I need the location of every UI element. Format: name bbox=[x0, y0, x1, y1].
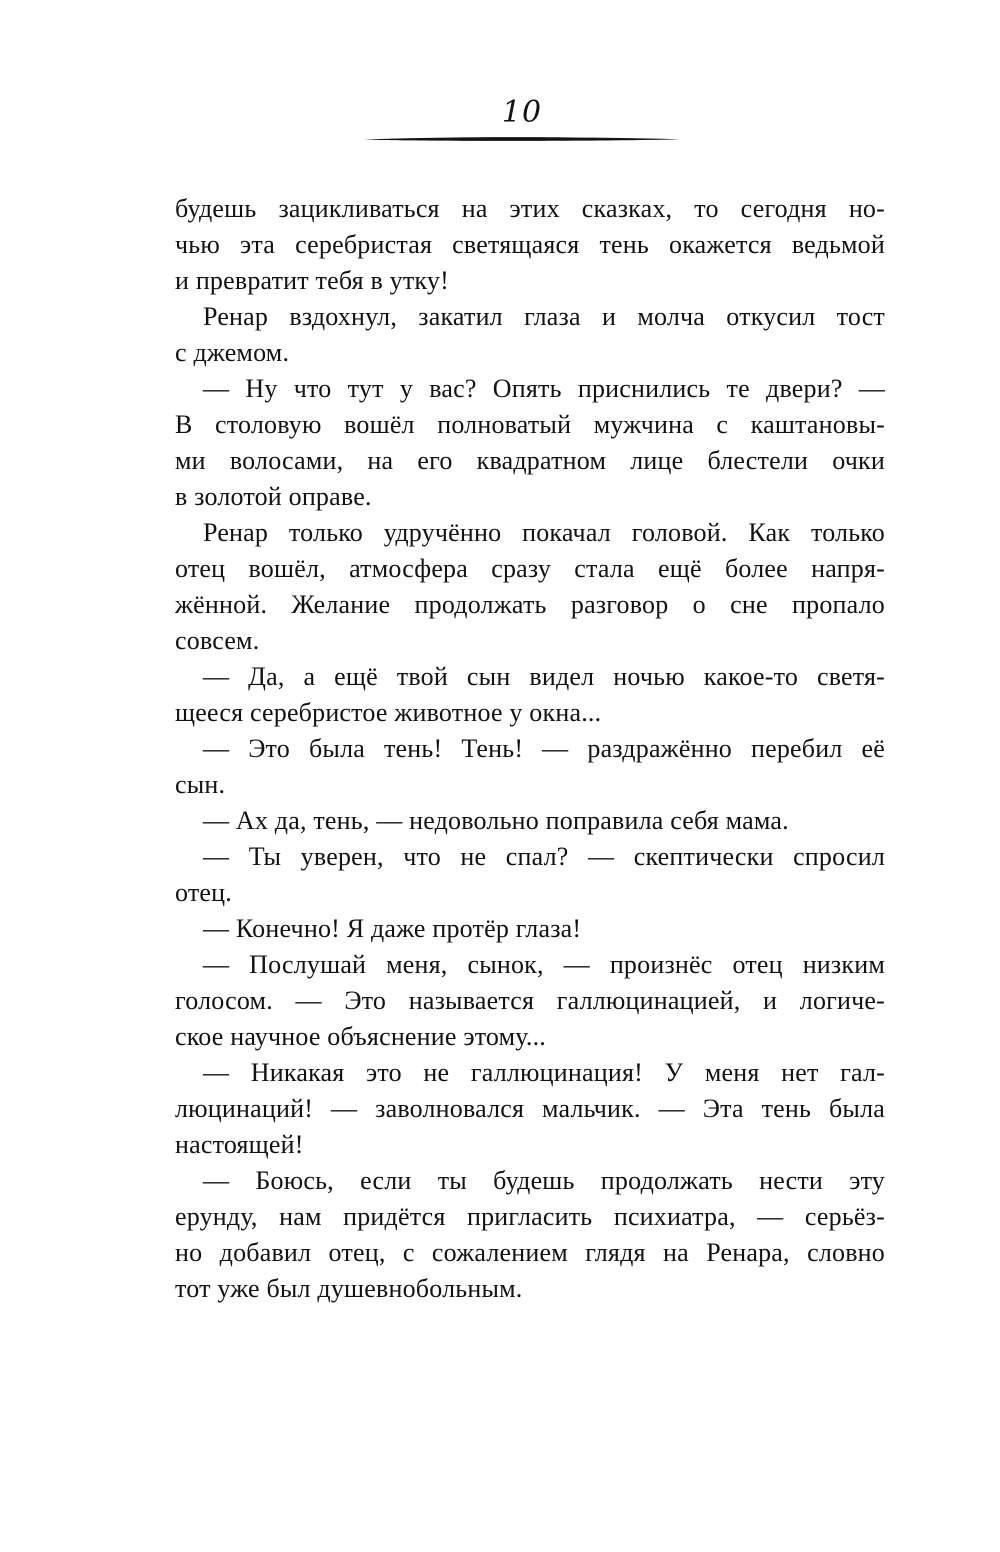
text-line: Ренар вздохнул, закатил глаза и молча откусил тост bbox=[203, 302, 885, 331]
text-line: щееся серебристое животное у окна... bbox=[175, 698, 602, 727]
paragraph bbox=[175, 299, 885, 371]
text-line: — Никакая это не галлюцинация! У меня нет гал- bbox=[203, 1058, 885, 1087]
header-divider-rule bbox=[363, 136, 681, 143]
page-text bbox=[175, 191, 885, 1307]
paragraph bbox=[175, 371, 885, 515]
text-line: ерунду, нам придётся пригласить психиатра, — серьёз- bbox=[175, 1202, 885, 1231]
text-line: но добавил отец, с сожалением глядя на Ренара, словно bbox=[175, 1238, 885, 1267]
text-line: — Ах да, тень, — недовольно поправила себя мама. bbox=[203, 806, 789, 835]
text-line: жённой. Желание продолжать разговор о сне пропало bbox=[175, 590, 885, 619]
text-line: сын. bbox=[175, 770, 226, 799]
paragraph bbox=[175, 1055, 885, 1163]
paragraph bbox=[175, 659, 885, 731]
paragraph bbox=[175, 947, 885, 1055]
text-line: — Послушай меня, сынок, — произнёс отец низким bbox=[203, 950, 885, 979]
text-line: отец. bbox=[175, 878, 232, 907]
paragraph bbox=[175, 803, 885, 839]
text-line: — Боюсь, если ты будешь продолжать нести эту bbox=[203, 1166, 885, 1195]
paragraph bbox=[175, 731, 885, 803]
text-line: — Это была тень! Тень! — раздражённо перебил её bbox=[203, 734, 885, 763]
paragraph bbox=[175, 1163, 885, 1307]
text-line: — Конечно! Я даже протёр глаза! bbox=[203, 914, 582, 943]
text-line: будешь зацикливаться на этих сказках, то сегодня но- bbox=[175, 194, 885, 223]
text-line: чью эта серебристая светящаяся тень окажется ведьмой bbox=[175, 230, 885, 259]
text-line: совсем. bbox=[175, 626, 260, 655]
text-line: в золотой оправе. bbox=[175, 482, 372, 511]
paragraph bbox=[175, 911, 885, 947]
text-line: В столовую вошёл полноватый мужчина с каштановы- bbox=[175, 410, 885, 439]
page-number: 10 bbox=[501, 95, 543, 130]
text-line: — Ты уверен, что не спал? — скептически спросил bbox=[203, 842, 885, 871]
text-line: — Да, а ещё твой сын видел ночью какое-то светя- bbox=[203, 662, 885, 691]
text-line: и превратит тебя в утку! bbox=[175, 266, 449, 295]
paragraph bbox=[175, 191, 885, 299]
text-line: голосом. — Это называется галлюцинацией, и логиче- bbox=[175, 986, 885, 1015]
text-line: настоящей! bbox=[175, 1130, 304, 1159]
paragraph bbox=[175, 515, 885, 659]
text-line: Ренар только удручённо покачал головой. Как только bbox=[203, 518, 885, 547]
text-line: ми волосами, на его квадратном лице блестели очки bbox=[175, 446, 885, 475]
text-line: люцинаций! — заволновался мальчик. — Эта тень была bbox=[175, 1094, 885, 1123]
paragraph bbox=[175, 839, 885, 911]
text-line: с джемом. bbox=[175, 338, 290, 367]
text-line: отец вошёл, атмосфера сразу стала ещё более напря- bbox=[175, 554, 885, 583]
running-head bbox=[363, 96, 681, 143]
text-line: тот уже был душевнобольным. bbox=[175, 1274, 523, 1303]
text-line: ское научное объяснение этому... bbox=[175, 1022, 546, 1051]
text-line: — Ну что тут у вас? Опять приснились те двери? — bbox=[203, 374, 885, 403]
